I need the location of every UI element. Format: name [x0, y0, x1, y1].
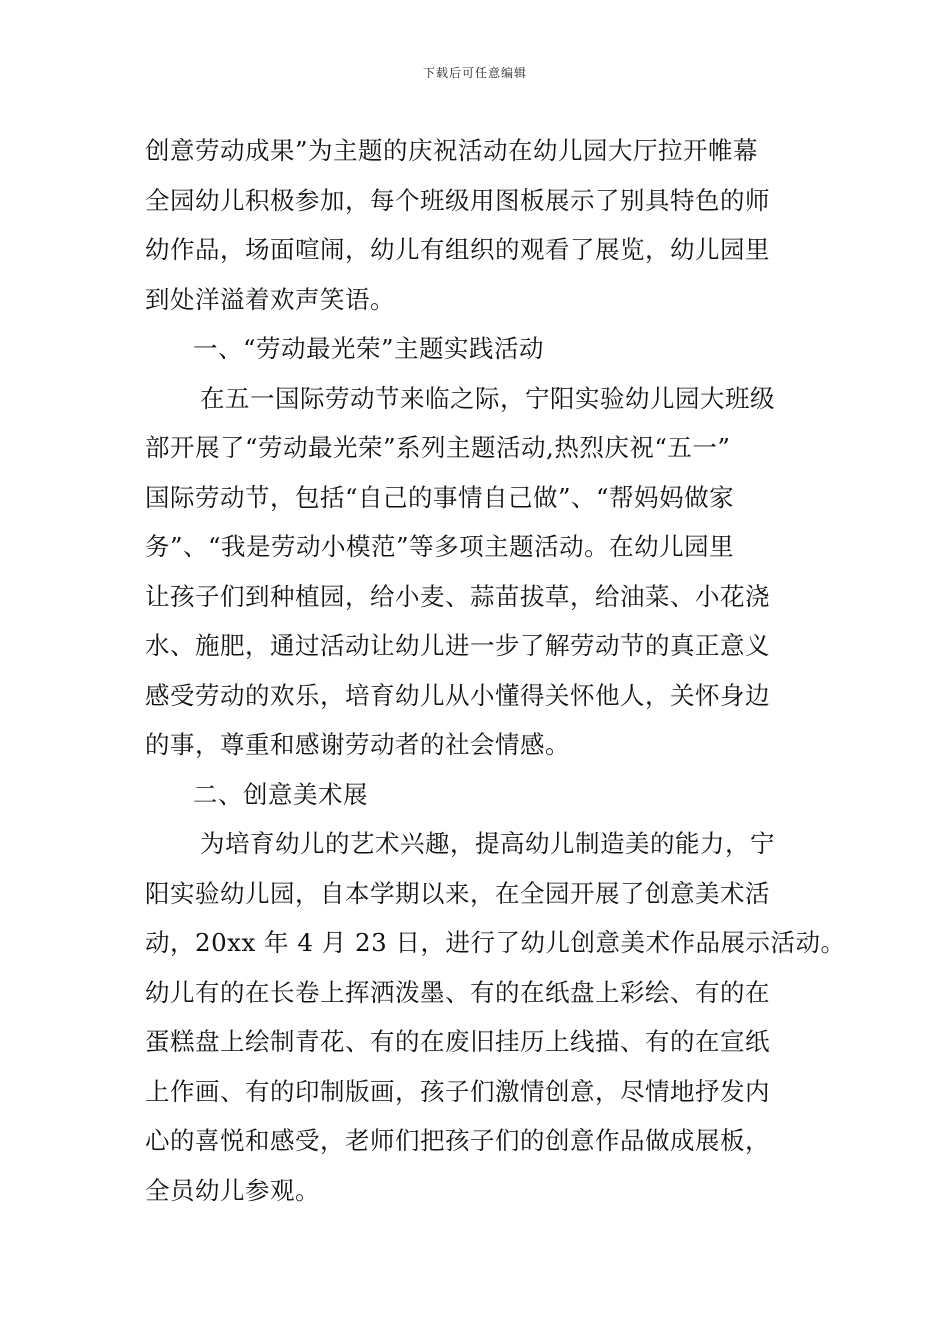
text-line: 幼儿有的在长卷上挥洒泼墨、有的在纸盘上彩绘、有的在 — [145, 977, 770, 1007]
page-header: 下载后可任意编辑 — [422, 66, 527, 80]
text-line: 的事，尊重和感谢劳动者的社会情感。 — [145, 730, 570, 759]
text-line: 国际劳动节，包括“自己的事情自己做”、“帮妈妈做家 — [145, 482, 735, 512]
text-line: 动，20xx 年 4 月 23 日，进行了幼儿创意美术作品展示活动。 — [145, 928, 846, 957]
text-line: 全员幼儿参观。 — [145, 1175, 320, 1205]
text-line: 阳实验幼儿园，自本学期以来，在全园开展了创意美术活 — [145, 878, 770, 908]
text-line: 为培育幼儿的艺术兴趣，提高幼儿制造美的能力，宁 — [200, 829, 775, 858]
section-heading: 一、“劳动最光荣”主题实践活动 — [193, 334, 545, 363]
text-line: 幼作品，场面喧闹，幼儿有组织的观看了展览，幼儿园里 — [145, 235, 770, 264]
text-line: 蛋糕盘上绘制青花、有的在废旧挂历上线描、有的在宣纸 — [145, 1027, 770, 1056]
section-heading: 二、创意美术展 — [193, 779, 368, 809]
text-line: 心的喜悦和感受，老师们把孩子们的创意作品做成展板， — [145, 1126, 770, 1155]
text-line: 让孩子们到种植园，给小麦、蒜苗拔草，给油菜、小花浇 — [145, 581, 770, 611]
text-line: 在五一国际劳动节来临之际，宁阳实验幼儿园大班级 — [200, 383, 775, 413]
text-line: 务”、“我是劳动小模范”等多项主题活动。在幼儿园里 — [145, 532, 735, 561]
document-body — [145, 126, 846, 1215]
text-line: 感受劳动的欢乐，培育幼儿从小懂得关怀他人，关怀身边 — [145, 680, 770, 710]
text-line: 全园幼儿积极参加，每个班级用图板展示了别具特色的师 — [145, 185, 770, 215]
text-line: 到处洋溢着欢声笑语。 — [145, 284, 395, 314]
text-line: 创意劳动成果”为主题的庆祝活动在幼儿园大厅拉开帷幕 — [145, 136, 759, 165]
text-line: 水、施肥，通过活动让幼儿进一步了解劳动节的真正意义 — [145, 631, 770, 660]
text-line: 部开展了“劳动最光荣”系列主题活动,热烈庆祝“五一” — [145, 433, 731, 462]
text-line: 上作画、有的印制版画，孩子们激情创意，尽情地抒发内 — [145, 1076, 770, 1106]
